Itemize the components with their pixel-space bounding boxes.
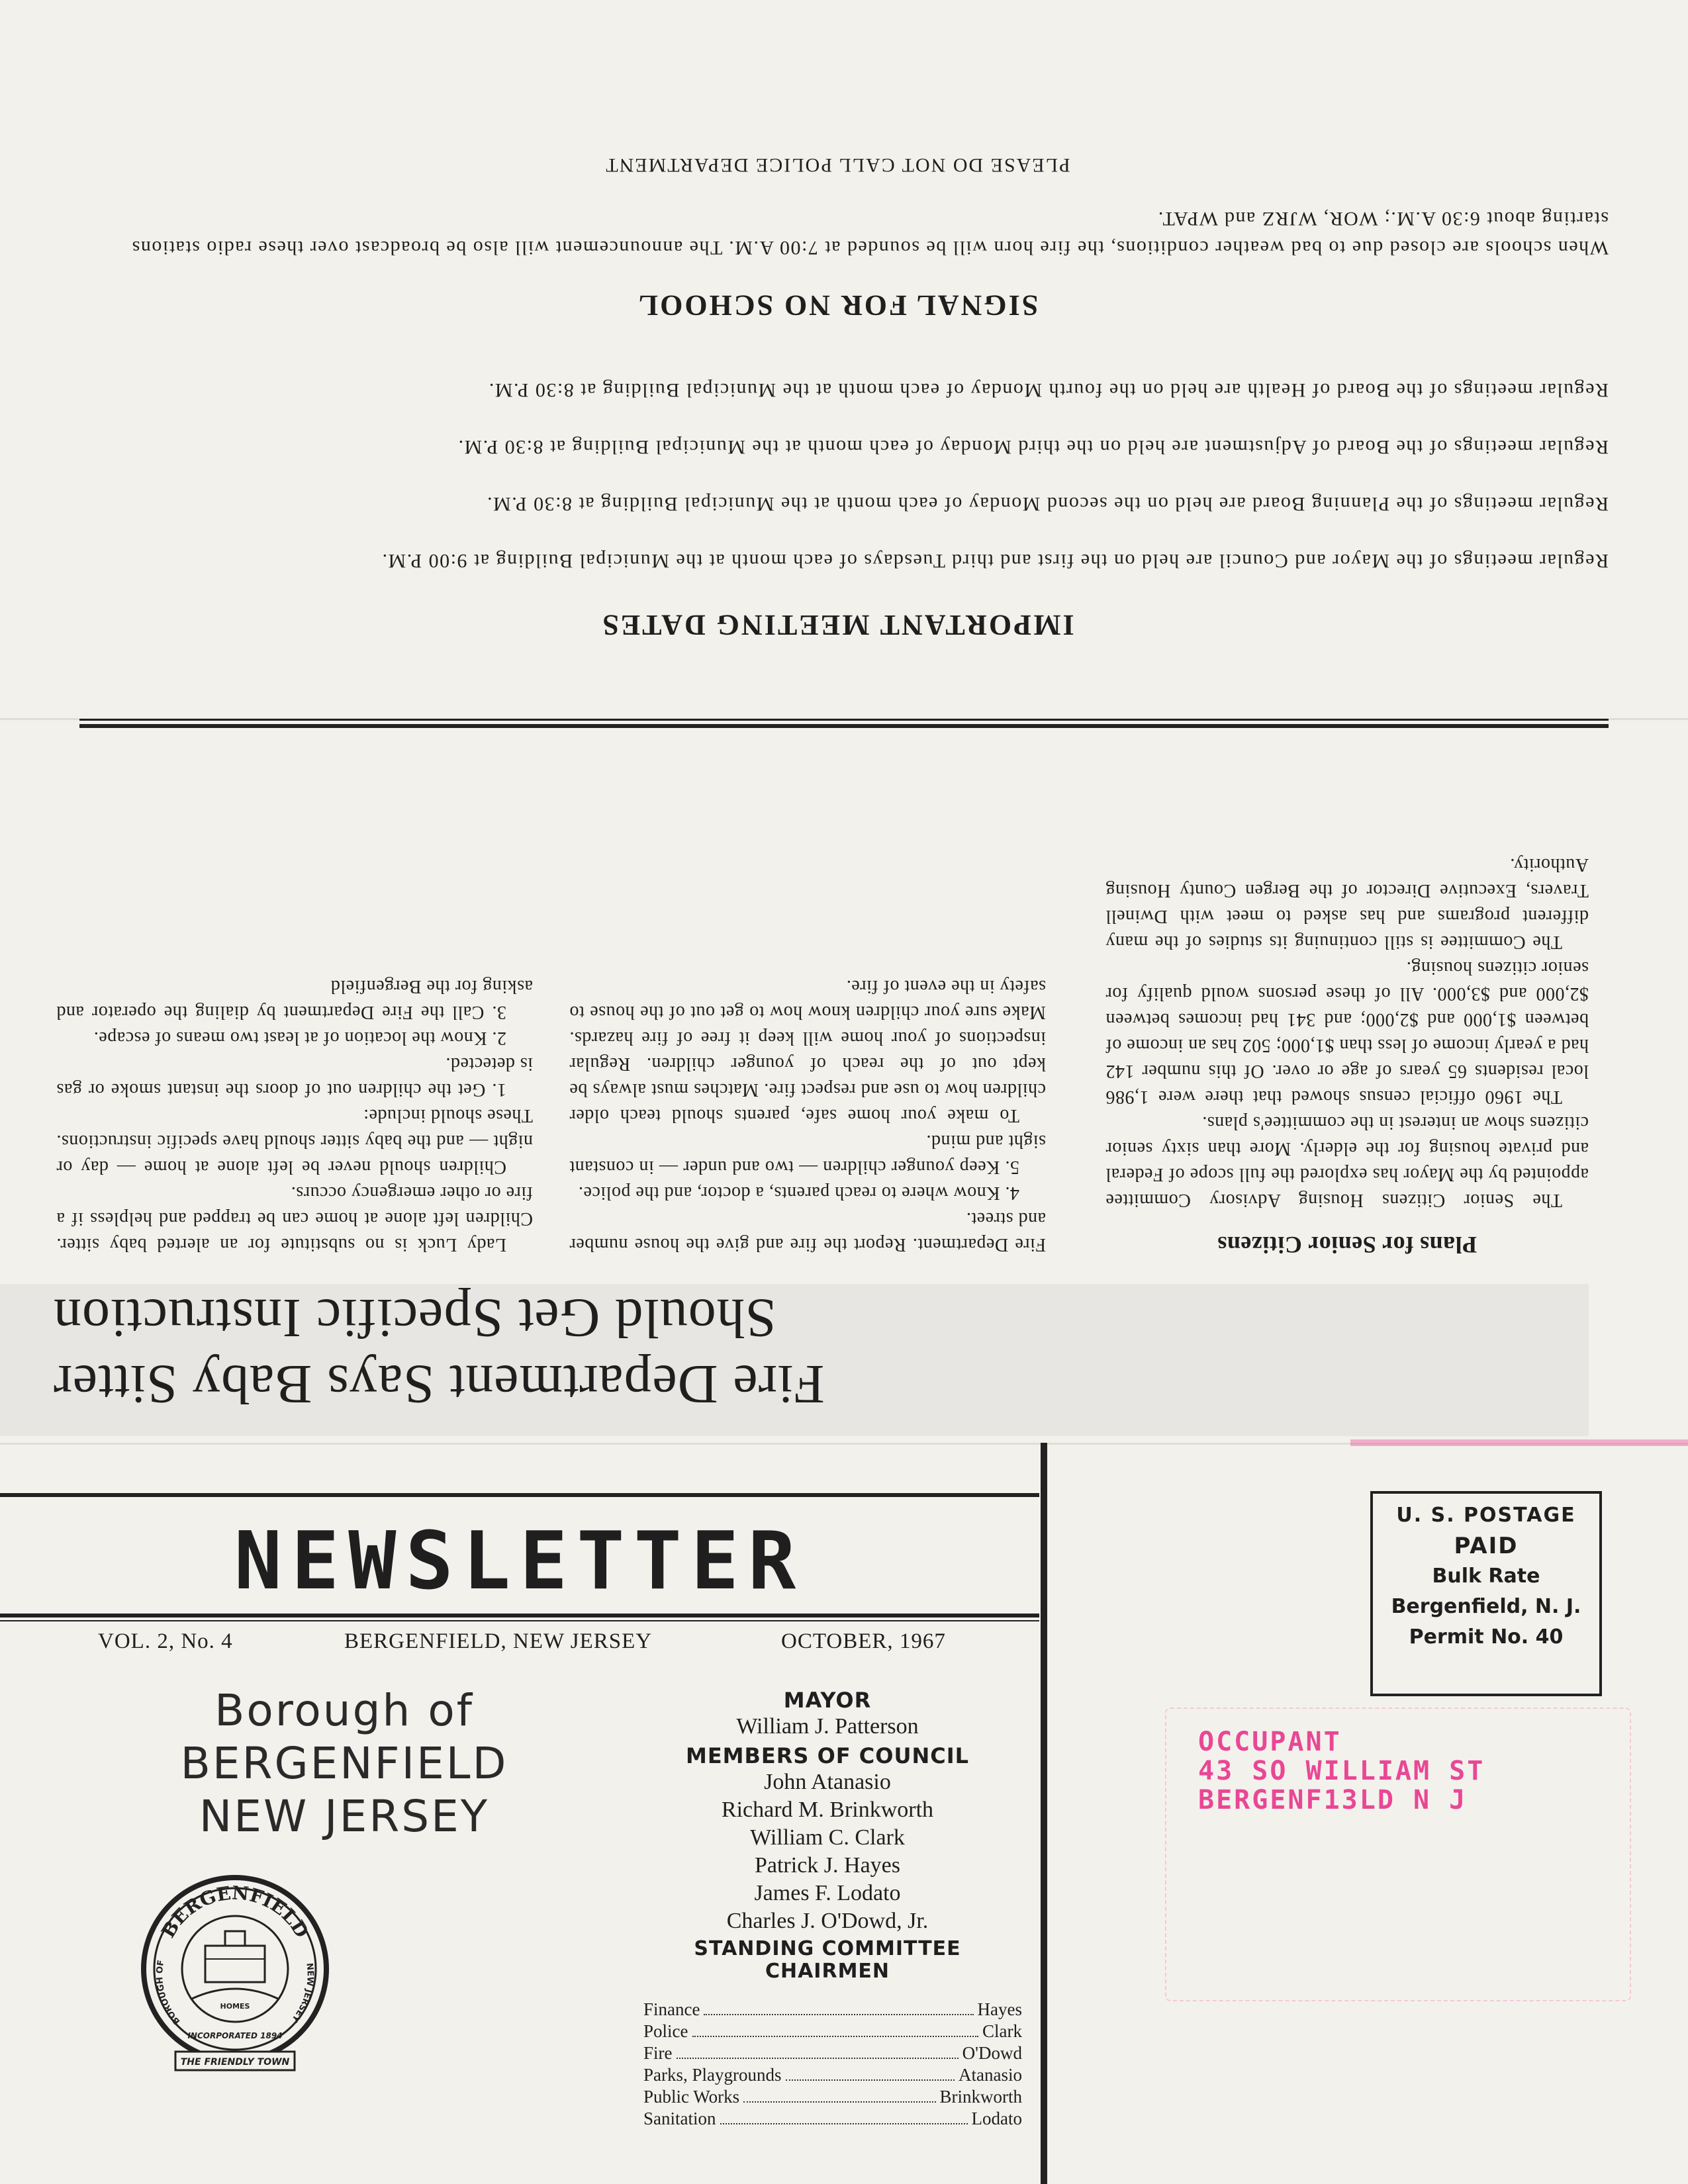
council-member: James F. Lodato [754,1881,901,1905]
paragraph: Children should never be left alone at home — day or night — and the baby sitter should have specific instructions. These should include: [56,1105,533,1177]
masthead-rule-thin [0,1620,1039,1621]
council-member: Charles J. O'Dowd, Jr. [726,1909,929,1933]
committee-chair: Atanasio [959,2065,1022,2085]
address-line: BERGENF13LD N J [1198,1785,1468,1815]
borough-line: NEW JERSEY [199,1791,490,1842]
paragraph: 4. Know where to reach parents, a doctor, and the police. [578,1183,1019,1203]
paragraph: The 1960 official census showed that there were 1,986 local residents 65 years of age or over. Of this number 142 had a yearly income of less than $1,000; 502 has an income of between $1,000 and $2,000; and 341 had incomes between $2,000 and $3,000. All of these persons would qualify for senior citizens housing. [1105,958,1589,1107]
masthead-rule [0,1614,1039,1617]
paragraph: Fire Department. Report the fire and give the house number and street. [569,1208,1046,1255]
committee-label: STANDING COMMITTEE [694,1937,961,1960]
meeting-item: Regular meetings of the Mayor and Council are held on the first and third Tuesdays of each month at the Municipal Building at 9:00 P.M. [381,550,1609,572]
postage-indicia [1370,1491,1602,1696]
fire-subheadline: Should Get Specific Instruction [53,1287,776,1349]
police-note: PLEASE DO NOT CALL POLICE DEPARTMENT [604,154,1070,176]
school-signal-text: When schools are closed due to bad weather conditions, the fire horn will be sounded at 7:00 A.M. The announcement will also be broadcast over these radio stations starting about 6:30 A.M.; WOR, WJRZ and WPAT. [131,208,1609,259]
address-line: 43 SO WILLIAM ST [1198,1756,1485,1786]
mayor-label: MAYOR [783,1688,872,1713]
committee-list [643,1999,1022,2130]
leader-dots [720,2123,968,2124]
paragraph: Lady Luck is no substitute for an alerted baby sitter. Children left alone at home can be trapped and helpless if a fire or other emergency occurs. [56,1183,533,1255]
seal-homes: HOMES [220,2002,250,2011]
committee-chair: O'Dowd [962,2043,1022,2063]
mayor-name: William J. Patterson [736,1714,919,1739]
postage-line: Bulk Rate [1432,1565,1540,1588]
committee-chair: Clark [982,2021,1022,2041]
borough-name [126,1684,563,1843]
paragraph: The Committee is still continuing its studies of the many different programs and has asked to meet with Dwinell Travers, Executive Director of the Bergen County Housing Authority. [1105,854,1589,952]
meeting-item: Regular meetings of the Board of Adjustment are held on the third Monday of each month at the Municipal Building at 8:30 P.M. [457,436,1609,458]
paragraph: 3. Call the Fire Department by dialing the operator and asking for the Bergenfield [56,976,533,1023]
vertical-divider [1041,1443,1047,2184]
senior-title: Plans for Senior Citizens [1217,1232,1477,1258]
council-member: John Atanasio [764,1770,891,1794]
paragraph: The Senior Citizens Housing Advisory Committee appointed by the Mayor has explored the full scope of Federal and private housing for the elderly. More than sixty senior citizens show an interest in the committee's plans. [1105,1113,1589,1210]
paragraph: 1. Get the children out of doors the instant smoke or gas is detected. [56,1054,533,1100]
publication-place: BERGENFIELD, NEW JERSEY [344,1629,653,1653]
seal-banner: THE FRIENDLY TOWN [180,2057,290,2068]
committee-row [643,2108,1022,2130]
stamp-ink-line [1350,1439,1688,1446]
postage-line: U. S. POSTAGE [1396,1504,1576,1527]
meeting-item: Regular meetings of the Board of Health are held on the fourth Monday of each month at the Municipal Building at 8:30 P.M. [488,379,1609,401]
publication-date: OCTOBER, 1967 [781,1629,946,1653]
address-line: OCCUPANT [1198,1727,1342,1757]
leader-dots [786,2079,955,2081]
meeting-title: IMPORTANT MEETING DATES [600,609,1074,641]
committee-row [643,2021,1022,2042]
council-label: MEMBERS OF COUNCIL [685,1743,970,1768]
seal-title: BERGENFIELD [157,1882,313,1942]
leader-dots [677,2058,959,2059]
school-signal-title: SIGNAL FOR NO SCHOOL [636,289,1039,322]
committee-row [643,2064,1022,2086]
meeting-section [66,154,1609,642]
paragraph: 2. Know the location of at least two means of escape. [93,1028,506,1048]
section-divider [79,719,1609,728]
borough-seal-icon [132,1873,338,2078]
committee-name: Sanitation [643,2109,716,2128]
postage-paid: PAID [1454,1533,1519,1559]
fire-column-2 [569,974,1046,1257]
committee-row [643,2042,1022,2064]
committee-row [643,2086,1022,2108]
committee-name: Parks, Playgrounds [643,2065,782,2085]
leader-dots [692,2036,979,2037]
committee-chair: Lodato [971,2109,1022,2128]
meeting-item: Regular meetings of the Planning Board are held on the second Monday of each month at the Municipal Building at 8:30 P.M. [486,493,1609,515]
committee-row [643,1999,1022,2021]
fire-headline-block [0,1264,1688,1443]
borough-line: Borough of [214,1685,474,1736]
postage-permit: Permit No. 40 [1409,1625,1564,1649]
postage-line: Bergenfield, N. J. [1391,1595,1581,1618]
seal-right-text: NEW JERSEY [289,1962,315,2024]
leader-dots [704,2014,973,2015]
masthead-top-rule [0,1493,1039,1497]
council-member: Richard M. Brinkworth [721,1797,934,1822]
committee-chair: Hayes [977,1999,1022,2019]
newsletter-title: NEWSLETTER [234,1516,806,1608]
borough-line: BERGENFIELD [180,1738,508,1789]
leader-dots [743,2101,935,2103]
committee-name: Fire [643,2043,673,2063]
fire-column-1 [56,974,533,1257]
volume-number: VOL. 2, No. 4 [98,1629,233,1653]
committee-name: Finance [643,1999,700,2019]
fire-headline: Fire Department Says Baby Sitter [53,1353,825,1415]
council-member: Patrick J. Hayes [754,1853,900,1878]
committee-name: Public Works [643,2087,740,2107]
council-member: William C. Clark [750,1825,905,1850]
officials-block [622,1688,1033,1983]
address-stamp [1198,1727,1485,1815]
seal-incorporated: INCORPORATED 1894 [187,2031,283,2040]
paragraph: To make your home safe, parents should teach older children how to use and respect fire. Matches must always be kept out of the reach of younger children. Regular inspections of your home will keep it free of fire hazards. Make sure your children know how to get out of the house to safety in the event of fire. [569,976,1046,1126]
seal-left-text: BOROUGH OF [155,1959,183,2026]
committee-name: Police [643,2021,688,2041]
senior-column [1105,852,1589,1257]
committee-chair: Brinkworth [939,2087,1022,2107]
paragraph: 5. Keep younger children — two and under — in constant sight and mind. [569,1131,1046,1177]
committee-label-2: CHAIRMEN [765,1960,890,1983]
